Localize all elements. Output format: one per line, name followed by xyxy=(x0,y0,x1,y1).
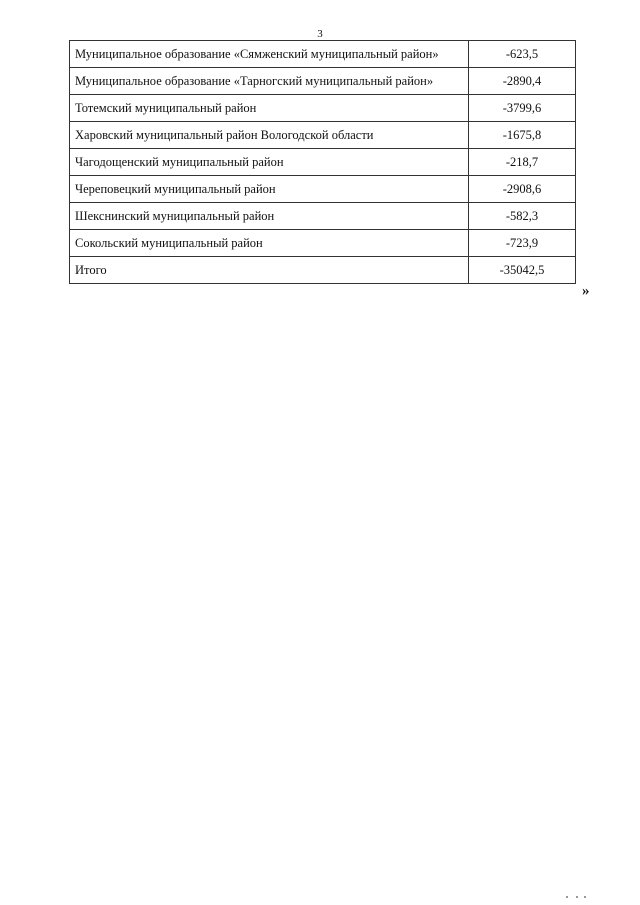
amount-cell: -623,5 xyxy=(469,41,576,68)
table-row xyxy=(70,230,576,257)
table-total-row xyxy=(70,257,576,284)
page-number: 3 xyxy=(317,28,323,40)
table-row xyxy=(70,68,576,95)
total-label-cell: Итого xyxy=(70,257,469,284)
table-row xyxy=(70,95,576,122)
table-row xyxy=(70,203,576,230)
amount-cell: -3799,6 xyxy=(469,95,576,122)
table-row xyxy=(70,149,576,176)
district-name-cell: Чагодощенский муниципальный район xyxy=(70,149,469,176)
table-row xyxy=(70,41,576,68)
closing-quote-mark: » xyxy=(582,283,590,299)
amount-cell: -723,9 xyxy=(469,230,576,257)
district-name-cell: Тотемский муниципальный район xyxy=(70,95,469,122)
district-name-cell: Шекснинский муниципальный район xyxy=(70,203,469,230)
amount-cell: -2908,6 xyxy=(469,176,576,203)
total-amount-cell: -35042,5 xyxy=(469,257,576,284)
district-name-cell: Муниципальное образование «Тарногский муниципальный район» xyxy=(70,68,469,95)
district-name-cell: Харовский муниципальный район Вологодской области xyxy=(70,122,469,149)
table-row xyxy=(70,176,576,203)
district-name-cell: Муниципальное образование «Сямженский муниципальный район» xyxy=(70,41,469,68)
budget-table xyxy=(69,40,576,284)
amount-cell: -2890,4 xyxy=(469,68,576,95)
scan-artifact-mark xyxy=(562,896,590,899)
amount-cell: -582,3 xyxy=(469,203,576,230)
amount-cell: -1675,8 xyxy=(469,122,576,149)
amount-cell: -218,7 xyxy=(469,149,576,176)
table-row xyxy=(70,122,576,149)
district-name-cell: Сокольский муниципальный район xyxy=(70,230,469,257)
district-name-cell: Череповецкий муниципальный район xyxy=(70,176,469,203)
